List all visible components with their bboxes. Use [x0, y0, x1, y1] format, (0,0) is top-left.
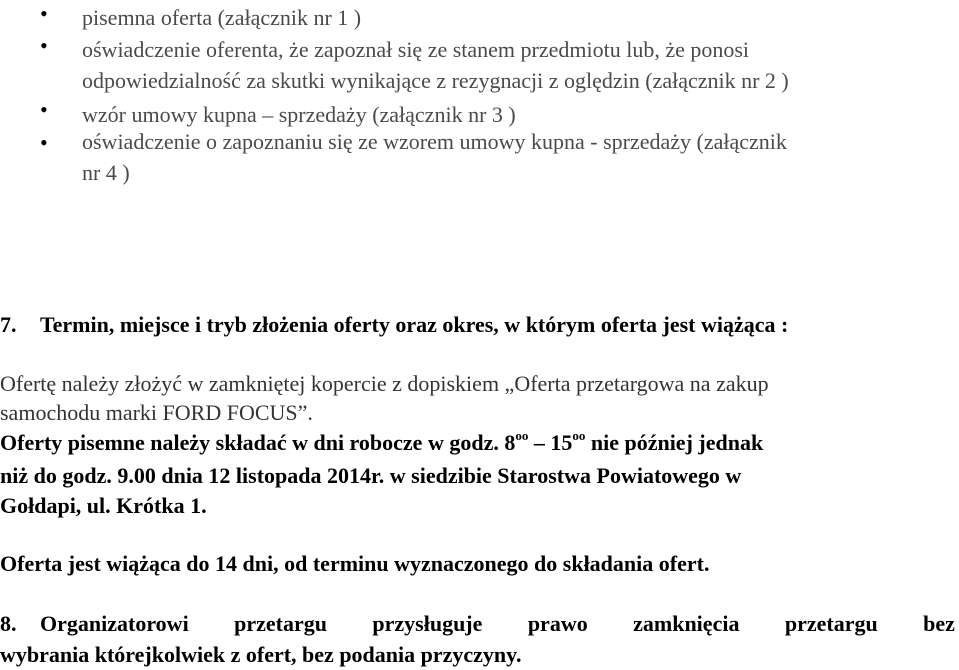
section-number: 8.: [0, 611, 17, 636]
superscript: oo: [515, 428, 529, 443]
word: przetargu: [784, 611, 878, 636]
paragraph-line: samochodu marki FORD FOCUS”.: [0, 400, 313, 425]
list-item-text: pisemna oferta (załącznik nr 1 ): [82, 5, 362, 30]
word: zamknięcia: [633, 611, 740, 636]
word: przetargu: [234, 611, 327, 636]
bullet-icon: •: [40, 33, 48, 58]
paragraph-line: niż do godz. 9.00 dnia 12 listopada 2014r. w siedzibie Starostwa Powiatowego w: [0, 463, 742, 488]
paragraph-line: wybrania którejkolwiek z ofert, bez podania przyczyny.: [0, 642, 522, 667]
paragraph-line: Ofertę należy złożyć w zamkniętej kopercie z dopiskiem „Oferta przetargowa na zakup: [0, 371, 769, 396]
list-item-text: oświadczenie o zapoznaniu się ze wzorem umowy kupna - sprzedaży (załącznik: [82, 129, 787, 154]
word: bez: [923, 611, 955, 636]
text-run: nie później jednak: [585, 430, 764, 455]
section-title: Termin, miejsce i tryb złożenia oferty oraz okres, w którym oferta jest wiążąca :: [40, 312, 789, 337]
word: Organizatorowi: [40, 611, 189, 636]
text-run: Oferty pisemne należy składać w dni robocze w godz. 8: [0, 430, 516, 455]
section-text-justified: [40, 609, 955, 639]
word: prawo: [527, 611, 588, 636]
bullet-icon: •: [40, 1, 48, 26]
list-item-text: wzór umowy kupna – sprzedaży (załącznik nr 3 ): [82, 102, 516, 127]
list-item-text: oświadczenie oferenta, że zapoznał się ze stanem przedmiotu lub, że ponosi: [82, 37, 750, 62]
bullet-icon: •: [40, 130, 48, 155]
list-item-text: odpowiedzialność za skutki wynikające z rezygnacji z oględzin (załącznik nr 2 ): [82, 68, 789, 93]
paragraph-line: Oferta jest wiążąca do 14 dni, od terminu wyznaczonego do składania ofert.: [0, 551, 710, 576]
word: przysługuje: [372, 611, 483, 636]
section-number: 7.: [0, 312, 17, 337]
bullet-icon: •: [40, 97, 48, 122]
paragraph-line: [0, 428, 763, 458]
paragraph-line: Gołdapi, ul. Krótka 1.: [0, 493, 207, 518]
superscript: oo: [572, 428, 586, 443]
list-item-text: nr 4 ): [82, 160, 130, 185]
text-run: – 15: [528, 430, 573, 455]
